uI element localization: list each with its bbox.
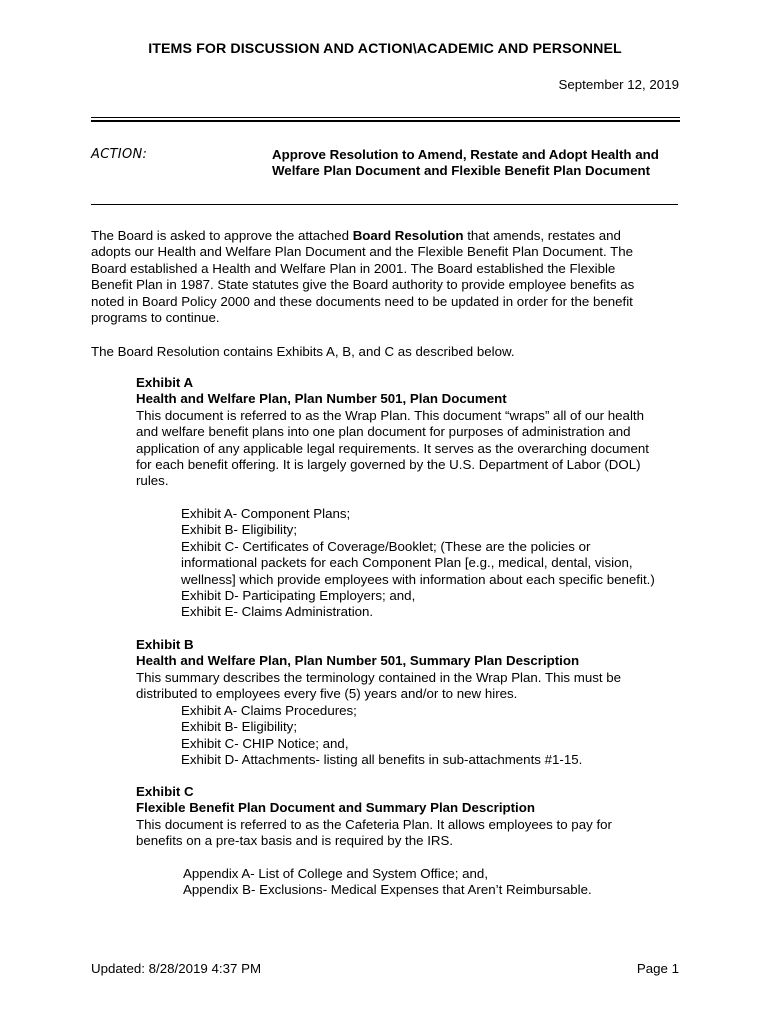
- list-item: Exhibit A- Claims Procedures;: [181, 703, 357, 718]
- action-text-line: Approve Resolution to Amend, Restate and Adopt Health and: [272, 147, 659, 162]
- exhibit-subheading: Health and Welfare Plan, Plan Number 501, Plan Document: [136, 391, 507, 407]
- exhibit-text-line: for each benefit offering. It is largely governed by the U.S. Department of Labor (DOL): [136, 457, 641, 473]
- exhibit-text-line: This document is referred to as the Cafeteria Plan. It allows employees to pay for: [136, 816, 612, 832]
- action-divider: [91, 204, 678, 205]
- exhibit-text-line: rules.: [136, 473, 169, 489]
- exhibit-subheading: Health and Welfare Plan, Plan Number 501, Summary Plan Description: [136, 653, 580, 669]
- intro-paragraph: [91, 228, 681, 326]
- action-text: [272, 147, 692, 180]
- meeting-date: September 12, 2019: [558, 77, 679, 92]
- paragraph-line: The Board is asked to approve the attached Board Resolution that amends, restates and: [91, 228, 621, 243]
- footer-updated: Updated: 8/28/2019 4:37 PM: [91, 961, 262, 976]
- board-resolution-emphasis: Board Resolution: [352, 228, 464, 243]
- paragraph-line: programs to continue.: [91, 310, 220, 326]
- exhibit-heading: Exhibit C: [136, 784, 194, 799]
- header-divider-thin: [91, 117, 680, 118]
- paragraph-line: Board established a Health and Welfare Plan in 2001. The Board established the Flexible: [91, 260, 616, 276]
- action-label: ACTION:: [91, 147, 148, 162]
- list-item: Exhibit D- Attachments- listing all benefits in sub-attachments #1-15.: [181, 752, 583, 768]
- list-item: Exhibit E- Claims Administration.: [181, 604, 374, 620]
- list-item: Appendix A- List of College and System Office; and,: [183, 866, 489, 881]
- paragraph-line: noted in Board Policy 2000 and these documents need to be updated in order for the benefit: [91, 293, 633, 309]
- list-item: Exhibit C- Certificates of Coverage/Booklet; (These are the policies or: [181, 538, 591, 554]
- exhibit-c-section: [136, 784, 681, 850]
- exhibit-subheading: Flexible Benefit Plan Document and Summary Plan Description: [136, 800, 535, 816]
- list-item: Exhibit C- CHIP Notice; and,: [181, 735, 349, 751]
- exhibit-b-items: [181, 703, 681, 769]
- list-item: Exhibit D- Participating Employers; and,: [181, 588, 416, 604]
- list-item: Exhibit A- Component Plans;: [181, 506, 351, 521]
- footer-page-number: Page 1: [636, 961, 679, 976]
- paragraph-line: adopts our Health and Welfare Plan Document and the Flexible Benefit Plan Document. The: [91, 244, 634, 260]
- exhibit-a-section: [136, 375, 681, 490]
- paragraph-line: Benefit Plan in 1987. State statutes give the Board authority to provide employee benefits as: [91, 277, 635, 293]
- page-title: ITEMS FOR DISCUSSION AND ACTION\ACADEMIC AND PERSONNEL: [148, 41, 622, 57]
- list-item: Exhibit B- Eligibility;: [181, 719, 298, 735]
- list-item: wellness] which provide employees with information about each specific benefit.): [181, 571, 655, 587]
- exhibit-text-line: This document is referred to as the Wrap Plan. This document “wraps” all of our health: [136, 407, 644, 423]
- exhibit-text-line: distributed to employees every five (5) years and/or to new hires.: [136, 686, 518, 702]
- list-item: informational packets for each Component Plan [e.g., medical, dental, vision,: [181, 555, 633, 571]
- exhibits-intro: The Board Resolution contains Exhibits A, B, and C as described below.: [91, 344, 515, 359]
- header-divider-thick: [91, 120, 680, 122]
- list-item: Appendix B- Exclusions- Medical Expenses that Aren’t Reimbursable.: [183, 882, 592, 898]
- exhibit-c-items: [183, 866, 683, 899]
- exhibit-heading: Exhibit A: [136, 375, 194, 390]
- exhibit-text-line: benefits on a pre-tax basis and is required by the IRS.: [136, 833, 454, 849]
- exhibit-b-section: [136, 637, 681, 703]
- action-text-line: Welfare Plan Document and Flexible Benefit Plan Document: [272, 163, 651, 179]
- exhibit-text-line: This summary describes the terminology contained in the Wrap Plan. This must be: [136, 669, 622, 685]
- exhibit-text-line: application of any applicable legal requirements. It serves as the overarching document: [136, 440, 649, 456]
- exhibit-heading: Exhibit B: [136, 637, 194, 652]
- exhibit-a-items: [181, 506, 681, 621]
- list-item: Exhibit B- Eligibility;: [181, 522, 298, 538]
- exhibit-text-line: and welfare benefit plans into one plan document for purposes of administration and: [136, 424, 631, 440]
